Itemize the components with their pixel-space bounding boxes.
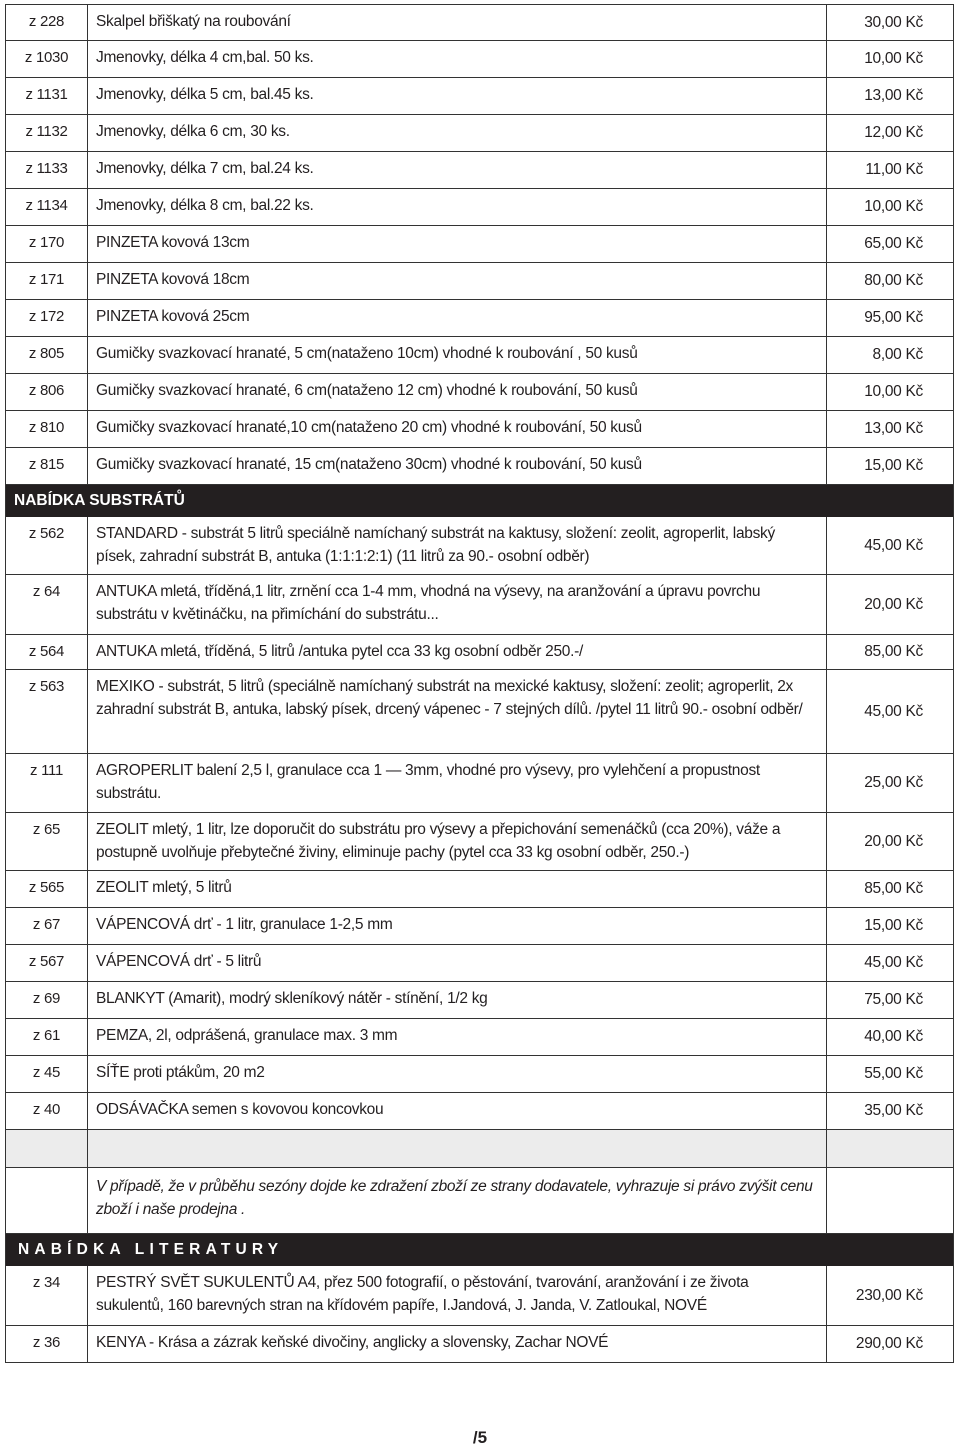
item-description: PINZETA kovová 25cm	[88, 300, 827, 336]
item-description: PEMZA, 2l, odprášená, granulace max. 3 mm	[88, 1019, 827, 1055]
note-code-cell	[6, 1168, 88, 1233]
table-row	[5, 115, 954, 152]
item-description: ODSÁVAČKA semen s kovovou koncovkou	[88, 1093, 827, 1129]
item-description: MEXIKO - substrát, 5 litrů (speciálně namíchaný substrát na mexické kaktusy, složení: zeolit; agroperlit, 2x zahradní substrát B, antuka, labský písek, drcený vápenec - 7 stejných dílů. /pytel 11 litrů 90.- osobní odběr/	[88, 670, 827, 753]
item-code: z 562	[6, 517, 88, 574]
item-price: 95,00 Kč	[864, 309, 923, 326]
item-description: ZEOLIT mletý, 5 litrů	[88, 871, 827, 907]
price-note-row	[5, 1168, 954, 1234]
table-row	[5, 152, 954, 189]
substrate-rows	[5, 517, 954, 1130]
item-description: STANDARD - substrát 5 litrů speciálně namíchaný substrát na kaktusy, složení: zeolit, agroperlit, labský písek, zahradní substrát B, antuka (1:1:1:2:1) (11 litrů za 90.- osobní odběr)	[88, 517, 827, 574]
item-price: 25,00 Kč	[864, 774, 923, 791]
table-row	[5, 1326, 954, 1363]
table-row	[5, 754, 954, 813]
item-price: 75,00 Kč	[864, 991, 923, 1008]
table-row	[5, 1019, 954, 1056]
table-row	[5, 575, 954, 635]
item-description: AGROPERLIT balení 2,5 l, granulace cca 1 — 3mm, vhodné pro výsevy, pro vylehčení a propustnost substrátu.	[88, 754, 827, 812]
item-description: KENYA - Krása a zázrak keňské divočiny, anglicky a slovensky, Zachar NOVÉ	[88, 1326, 827, 1362]
item-code: z 111	[6, 754, 88, 812]
table-row	[5, 41, 954, 78]
item-code: z 64	[6, 575, 88, 634]
item-price: 45,00 Kč	[864, 702, 923, 720]
item-price: 45,00 Kč	[864, 954, 923, 971]
item-code: z 171	[6, 263, 88, 299]
item-price: 10,00 Kč	[864, 50, 923, 67]
item-code: z 565	[6, 871, 88, 907]
item-code: z 40	[6, 1093, 88, 1129]
page-number: /5	[472, 1428, 488, 1447]
section-header-substrates: NABÍDKA SUBSTRÁTŮ	[5, 485, 954, 517]
item-description: SÍŤE proti ptákům, 20 m2	[88, 1056, 827, 1092]
item-code: z 563	[6, 670, 88, 753]
item-code: z 805	[6, 337, 88, 373]
empty-desc-cell	[88, 1130, 827, 1167]
item-price: 45,00 Kč	[864, 536, 923, 554]
table-row	[5, 1266, 954, 1326]
item-price: 10,00 Kč	[864, 198, 923, 215]
item-price: 10,00 Kč	[864, 383, 923, 400]
item-price: 35,00 Kč	[864, 1102, 923, 1119]
item-code: z 1030	[6, 41, 88, 77]
price-list-table	[5, 4, 954, 1363]
item-price: 15,00 Kč	[864, 917, 923, 934]
item-code: z 61	[6, 1019, 88, 1055]
table-row	[5, 337, 954, 374]
item-price: 65,00 Kč	[864, 235, 923, 252]
item-price: 55,00 Kč	[864, 1065, 923, 1082]
item-code: z 67	[6, 908, 88, 944]
item-description: Jmenovky, délka 5 cm, bal.45 ks.	[88, 78, 827, 114]
empty-code-cell	[6, 1130, 88, 1167]
item-code: z 564	[6, 635, 88, 669]
literature-rows	[5, 1266, 954, 1363]
item-code: z 170	[6, 226, 88, 262]
item-code: z 69	[6, 982, 88, 1018]
table-row	[5, 189, 954, 226]
item-code: z 1133	[6, 152, 88, 188]
item-price: 8,00 Kč	[872, 346, 923, 363]
item-code: z 1134	[6, 189, 88, 225]
accessories-rows	[5, 4, 954, 485]
table-row	[5, 871, 954, 908]
item-description: Gumičky svazkovací hranaté, 15 cm(nataženo 30cm) vhodné k roubování, 50 kusů	[88, 448, 827, 484]
table-row	[5, 411, 954, 448]
item-description: BLANKYT (Amarit), modrý skleníkový nátěr - stínění, 1/2 kg	[88, 982, 827, 1018]
item-price: 40,00 Kč	[864, 1028, 923, 1045]
item-code: z 810	[6, 411, 88, 447]
table-row	[5, 226, 954, 263]
table-row	[5, 517, 954, 575]
item-price: 12,00 Kč	[864, 124, 923, 141]
item-price: 290,00 Kč	[855, 1335, 923, 1352]
table-row	[5, 78, 954, 115]
table-row	[5, 1056, 954, 1093]
item-description: ANTUKA mletá, tříděná,1 litr, zrnění cca 1-4 mm, vhodná na výsevy, na aranžování a úpravu povrchu substrátu v květináčku, na přimíchání do substrátu...	[88, 575, 827, 634]
item-price: 85,00 Kč	[864, 880, 923, 897]
item-code: z 1132	[6, 115, 88, 151]
table-row	[5, 635, 954, 670]
item-price: 20,00 Kč	[864, 595, 923, 613]
item-description: Jmenovky, délka 6 cm, 30 ks.	[88, 115, 827, 151]
table-row	[5, 982, 954, 1019]
item-description: ZEOLIT mletý, 1 litr, lze doporučit do substrátu pro výsevy a přepichování semenáčků (cca 20%), váže a postupně uvolňuje přebytečné živiny, eliminuje pachy (pytel cca 33 kg osobní odběr, 250.-)	[88, 813, 827, 870]
item-price: 30,00 Kč	[864, 13, 923, 31]
item-code: z 806	[6, 374, 88, 410]
item-price: 15,00 Kč	[864, 457, 923, 474]
item-code: z 34	[6, 1266, 88, 1325]
item-code: z 815	[6, 448, 88, 484]
item-description: Jmenovky, délka 4 cm,bal. 50 ks.	[88, 41, 827, 77]
item-code: z 567	[6, 945, 88, 981]
item-description: Jmenovky, délka 8 cm, bal.22 ks.	[88, 189, 827, 225]
item-price: 13,00 Kč	[864, 420, 923, 437]
table-row	[5, 448, 954, 485]
item-code: z 45	[6, 1056, 88, 1092]
empty-row	[5, 1130, 954, 1168]
table-row	[5, 908, 954, 945]
item-description: PINZETA kovová 18cm	[88, 263, 827, 299]
item-description: Jmenovky, délka 7 cm, bal.24 ks.	[88, 152, 827, 188]
price-change-note: V případě, že v průběhu sezóny dojde ke zdražení zboží ze strany dodavatele, vyhrazuje si právo zvýšit cenu zboží i naše prodejna .	[88, 1168, 827, 1233]
table-row	[5, 374, 954, 411]
note-price-cell	[827, 1168, 953, 1233]
item-description: Gumičky svazkovací hranaté, 5 cm(nataženo 10cm) vhodné k roubování , 50 kusů	[88, 337, 827, 373]
item-price: 20,00 Kč	[864, 832, 923, 850]
item-code: z 1131	[6, 78, 88, 114]
item-description: PESTRÝ SVĚT SUKULENTŮ A4, přez 500 fotografií, o pěstování, tvarování, aranžování i ze života sukulentů, 160 barevných stran na křídovém papíře, I.Jandová, J. Janda, V. Zatloukal, NOVÉ	[88, 1266, 827, 1325]
item-price: 13,00 Kč	[864, 87, 923, 104]
table-row	[5, 263, 954, 300]
item-price: 11,00 Kč	[865, 161, 923, 178]
item-price: 80,00 Kč	[864, 272, 923, 289]
item-price: 85,00 Kč	[864, 643, 923, 660]
table-row	[5, 300, 954, 337]
table-row	[5, 1093, 954, 1130]
table-row	[5, 670, 954, 754]
item-code: z 36	[6, 1326, 88, 1362]
item-code: z 172	[6, 300, 88, 336]
item-description: Gumičky svazkovací hranaté, 6 cm(nataženo 12 cm) vhodné k roubování, 50 kusů	[88, 374, 827, 410]
item-code: z 65	[6, 813, 88, 870]
table-row	[5, 4, 954, 41]
item-description: Gumičky svazkovací hranaté,10 cm(nataženo 20 cm) vhodné k roubování, 50 kusů	[88, 411, 827, 447]
item-description: VÁPENCOVÁ drť - 5 litrů	[88, 945, 827, 981]
empty-price-cell	[827, 1130, 953, 1167]
table-row	[5, 945, 954, 982]
table-row	[5, 813, 954, 871]
item-description: VÁPENCOVÁ drť - 1 litr, granulace 1-2,5 mm	[88, 908, 827, 944]
item-description: Skalpel břiškatý na roubování	[88, 5, 827, 40]
item-description: PINZETA kovová 13cm	[88, 226, 827, 262]
section-header-literature: NABÍDKA LITERATURY	[5, 1234, 954, 1266]
item-code: z 228	[6, 5, 88, 40]
item-description: ANTUKA mletá, tříděná, 5 litrů /antuka pytel cca 33 kg osobní odběr 250.-/	[88, 635, 827, 669]
item-price: 230,00 Kč	[855, 1286, 923, 1304]
